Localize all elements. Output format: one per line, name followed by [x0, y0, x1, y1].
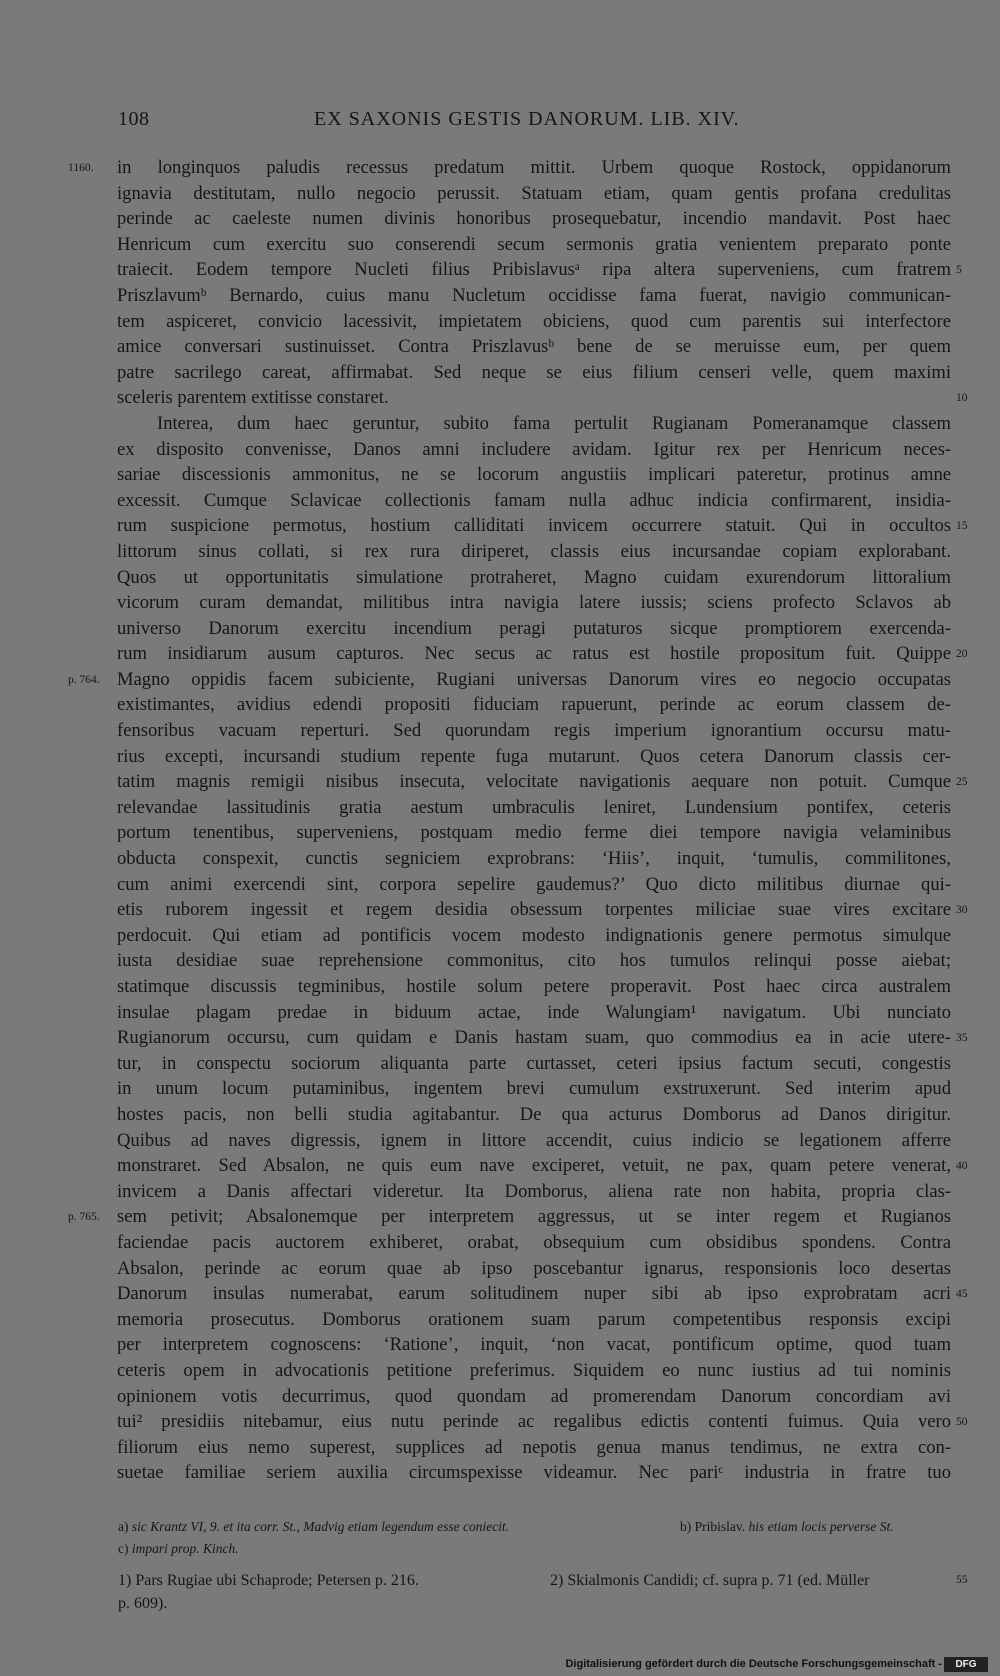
text-line	[0, 181, 1000, 207]
text-line	[0, 565, 1000, 591]
line-text: sariae discessionis ammonitus, ne se locorum angustiis implicari pateretur, protinus amne	[117, 464, 951, 486]
footnote-2: 2) Skialmonis Candidi; cf. supra p. 71 (ed. Müller	[550, 1572, 870, 1589]
line-text: amice conversari sustinuisset. Contra Priszlavusᵇ bene de se meruisse eum, per quem	[117, 336, 951, 358]
footnote-a-tag: a)	[118, 1519, 129, 1534]
text-line	[0, 437, 1000, 463]
text-line	[0, 411, 1000, 437]
line-text: Interea, dum haec geruntur, subito fama pertulit Rugianam Pomeranamque classem	[157, 412, 951, 434]
line-number: 10	[956, 392, 968, 405]
text-line	[0, 1230, 1000, 1256]
line-text: faciendae pacis auctorem exhiberet, orabat, obsequium cum obsidibus spondens. Contra	[117, 1231, 951, 1253]
text-line	[0, 309, 1000, 335]
text-line	[0, 1000, 1000, 1026]
margin-note-left: p. 764.	[68, 673, 100, 686]
line-text: rius excepti, incursandi studium repente fuga mutarunt. Quos cetera Danorum classis cer-	[117, 745, 951, 767]
text-line	[0, 1384, 1000, 1410]
text-line	[0, 1179, 1000, 1205]
running-title: EX SAXONIS GESTIS DANORUM. LIB. XIV.	[314, 108, 740, 130]
line-number-55: 55	[956, 1574, 968, 1586]
footnote-b-tag: b)	[680, 1519, 692, 1534]
line-text: etis ruborem ingessit et regem desidia obsessum torpentes miliciae suae vires excitare	[117, 899, 951, 921]
line-text: patre sacrilego careat, affirmabat. Sed neque se eius filium censeri velle, quem maximi	[117, 361, 951, 383]
text-line	[0, 1460, 1000, 1486]
footnote-a	[118, 1519, 960, 1535]
text-line	[0, 1409, 1000, 1435]
line-text: portum tenentibus, superveniens, postquam medio ferme diei tempore navigia velaminibus	[117, 822, 951, 844]
text-line	[0, 1281, 1000, 1307]
line-text: suetae familiae seriem auxilia circumspexisse videamur. Nec pariᶜ industria in fratre tuo	[117, 1462, 951, 1484]
line-text: sem petivit; Absalonemque per interpretem aggressus, ut se inter regem et Rugianos	[117, 1206, 951, 1228]
line-text: hostes pacis, non belli studia agitabantur. De qua acturus Domborus ad Danos dirigitur.	[117, 1103, 951, 1125]
line-text: Quos ut opportunitatis simulatione protraheret, Magno cuidam exurendorum littoralium	[117, 566, 951, 588]
footnote-c-tag: c)	[118, 1541, 129, 1556]
text-line	[0, 590, 1000, 616]
text-line	[0, 488, 1000, 514]
running-header	[118, 108, 960, 134]
text-line	[0, 1256, 1000, 1282]
text-line	[0, 513, 1000, 539]
text-line	[0, 744, 1000, 770]
text-line	[0, 616, 1000, 642]
line-text: littorum sinus collati, si rex rura diriperet, classis eius incursandae copiam explorabant.	[117, 540, 951, 562]
line-number: 45	[956, 1288, 968, 1301]
line-text: in unum locum putaminibus, ingentem brevi cumulum exstruxerunt. Sed interim apud	[117, 1078, 951, 1100]
line-text: memoria prosecutus. Domborus orationem suam parum competentibus responsis excipi	[117, 1308, 951, 1330]
footnote-b-name: Pribislav.	[694, 1519, 746, 1534]
line-text: in longinquos paludis recessus predatum mittit. Urbem quoque Rostock, oppidanorum	[117, 157, 951, 178]
text-line	[0, 462, 1000, 488]
line-text: Quibus ad naves digressis, ignem in littore accendit, cuius indicio se legationem afferre	[117, 1129, 951, 1151]
text-line	[0, 1332, 1000, 1358]
line-number: 5	[956, 264, 962, 277]
line-text: tatim magnis remigii nisibus insecuta, velocitate navigationis aequare non potuit. Cumque	[117, 771, 951, 793]
line-text: cum animi exercendi sint, corpora sepelire gaudemus?’ Quo dicto militibus diurnae qui-	[117, 873, 951, 895]
line-text: perinde ac caeleste numen divinis honoribus prosequebatur, incendio mandavit. Post haec	[117, 208, 951, 230]
line-text: Danorum insulas numerabat, earum solitudinem nuper sibi ab ipso exprobratam acri	[117, 1283, 951, 1305]
line-number: 50	[956, 1416, 968, 1429]
text-line	[0, 667, 1000, 693]
line-text: tem aspiceret, convicio lacessivit, impietatem obiciens, quod cum parentis sui interfectore	[117, 310, 951, 332]
line-text: Absalon, perinde ac eorum quae ab ipso poscebantur ignarus, responsionis loco desertas	[117, 1257, 951, 1279]
text-line	[0, 1358, 1000, 1384]
margin-note-left: 1160.	[68, 162, 94, 174]
line-text: universo Danorum exercitu incendium peragi putaturos sicque promptiorem exercenda-	[117, 617, 951, 639]
text-line	[0, 897, 1000, 923]
text-line	[0, 283, 1000, 309]
line-text: iusta desidiae suae reprehensione commonitus, cito hos tumulos relinqui posse aiebat;	[117, 950, 951, 972]
line-text: tur, in conspectu sociorum aliquanta parte curtasset, ceteri ipsius factum secuti, congestis	[117, 1052, 951, 1074]
text-line	[0, 206, 1000, 232]
line-text: Magno oppidis facem subiciente, Rugiani universas Danorum vires eo negocio occupatas	[117, 668, 951, 690]
line-text: monstraret. Sed Absalon, ne quis eum nave exciperet, vetuit, ne pax, quam petere venerat,	[117, 1155, 951, 1177]
line-text: obducta conspexit, cunctis segniciem exprobrans: ‘Hiis’, inquit, ‘tumulis, commilitones,	[117, 848, 951, 870]
line-text: fensoribus vacuam reperturi. Sed quorundam regis imperium ignorantium occursu matu-	[117, 720, 951, 742]
footnote-c-text: impari prop. Kinch.	[131, 1541, 239, 1556]
text-line	[0, 872, 1000, 898]
text-line	[0, 155, 1000, 181]
footnote-b	[680, 1519, 894, 1535]
line-text: ignavia destitutam, nullo negocio perussit. Statuam etiam, quam gentis profana credulitas	[117, 182, 951, 204]
footnote-a-text: sic Krantz VI, 9. et ita corr. St., Madvig etiam legendum esse coniecit.	[131, 1519, 510, 1534]
line-text: Rugianorum occursu, cum quidam e Danis hastam suam, quo commodius ea in acie utere-	[117, 1027, 951, 1049]
line-text: traiecit. Eodem tempore Nucleti filius Pribislavusᵃ ripa altera superveniens, cum fratrem	[117, 259, 951, 281]
text-line	[0, 948, 1000, 974]
line-text: opinionem votis decurrimus, quod quondam ad promerendam Danorum concordiam avi	[117, 1385, 951, 1407]
text-line	[0, 385, 1000, 411]
line-text: rum insidiarum ausum capturos. Nec secus ac ratus est hostile propositum fuit. Quippe	[117, 643, 951, 665]
margin-note-left: p. 765.	[68, 1211, 100, 1224]
footnote-1: 1) Pars Rugiae ubi Schaprode; Petersen p. 216.	[118, 1572, 419, 1589]
line-text: ex disposito convenisse, Danos amni includere avidam. Igitur rex per Henricum neces-	[117, 438, 951, 460]
text-line	[0, 846, 1000, 872]
text-line	[0, 232, 1000, 258]
line-text: rum suspicione permotus, hostium calliditati invicem occurrere statuit. Qui in occultos	[117, 515, 951, 537]
line-text: Henricum cum exercitu suo conserendi secum sermonis gratia venientem preparato ponte	[117, 233, 951, 255]
line-text: statimque discussis tegminibus, hostile solum petere properavit. Post haec circa australem	[117, 976, 951, 997]
footnote-b-text: his etiam locis perverse St.	[748, 1519, 894, 1534]
line-text: excessit. Cumque Sclavicae collectionis famam nulla adhuc indicia confirmarent, insidia-	[117, 489, 951, 511]
text-line	[0, 718, 1000, 744]
text-line	[0, 1076, 1000, 1102]
text-line	[0, 1435, 1000, 1461]
line-number: 40	[956, 1160, 968, 1173]
digitization-credit: Digitalisierung gefördert durch die Deutsche Forschungsgemeinschaft -	[565, 1658, 942, 1670]
line-text: per interpretem cognoscens: ‘Ratione’, inquit, ‘non vacat, pontificum optime, quod tuam	[117, 1334, 951, 1356]
text-line	[0, 974, 1000, 1000]
text-line	[0, 1153, 1000, 1179]
line-text: Priszlavumᵇ Bernardo, cuius manu Nucletum occidisse fama fuerat, navigio communican-	[117, 284, 951, 306]
text-line	[0, 641, 1000, 667]
text-line	[0, 1128, 1000, 1154]
line-text: insulae plagam predae in biduum actae, inde Walungiam¹ navigatum. Ubi nunciato	[117, 1001, 951, 1023]
text-line	[0, 1025, 1000, 1051]
line-text: invicem a Danis affectari videretur. Ita Domborus, aliena rate non habita, propria clas-	[117, 1180, 951, 1202]
line-text: existimantes, avidius edendi propositi fiduciam rapuerunt, perinde ac eorum classem de-	[117, 694, 951, 716]
footnote-2-continuation: p. 609).	[118, 1595, 168, 1612]
dfg-logo: DFG	[944, 1657, 988, 1672]
text-line	[0, 1307, 1000, 1333]
footnote-numbered	[118, 1572, 968, 1590]
text-line	[0, 1102, 1000, 1128]
line-text: filiorum eius nemo superest, supplices ad nepotis genua manus tendimus, ne extra con-	[117, 1436, 951, 1458]
text-line	[0, 257, 1000, 283]
footnote-c	[118, 1541, 960, 1557]
text-line	[0, 334, 1000, 360]
line-text: vicorum curam demandat, militibus intra navigia latere iussis; sciens profecto Sclavos ab	[117, 592, 951, 614]
line-number: 20	[956, 648, 968, 661]
text-line	[0, 795, 1000, 821]
line-text: perdocuit. Qui etiam ad pontificis vocem modesto indignationis genere permotus simulque	[117, 924, 951, 946]
text-line	[0, 1204, 1000, 1230]
text-line	[0, 820, 1000, 846]
text-line	[0, 360, 1000, 386]
text-line	[0, 692, 1000, 718]
text-line	[0, 1051, 1000, 1077]
line-number: 25	[956, 776, 968, 789]
line-number: 30	[956, 904, 968, 917]
line-text: ceteris opem in advocationis petitione preferimus. Siquidem eo nunc iustius ad tui nominis	[117, 1359, 951, 1381]
text-line	[0, 769, 1000, 795]
line-number: 15	[956, 520, 968, 533]
text-line	[0, 923, 1000, 949]
text-line	[0, 539, 1000, 565]
page-number: 108	[118, 108, 150, 130]
line-text: relevandae lassitudinis gratia aestum umbraculis leniret, Lundensium pontifex, ceteris	[117, 796, 951, 818]
main-text	[0, 155, 1000, 1486]
line-text: tui² presidiis nitebamur, eius nutu perinde ac regalibus edictis contenti fuimus. Quia vero	[117, 1411, 951, 1433]
line-text: sceleris parentem extitisse constaret.	[117, 387, 389, 409]
line-number: 35	[956, 1032, 968, 1045]
